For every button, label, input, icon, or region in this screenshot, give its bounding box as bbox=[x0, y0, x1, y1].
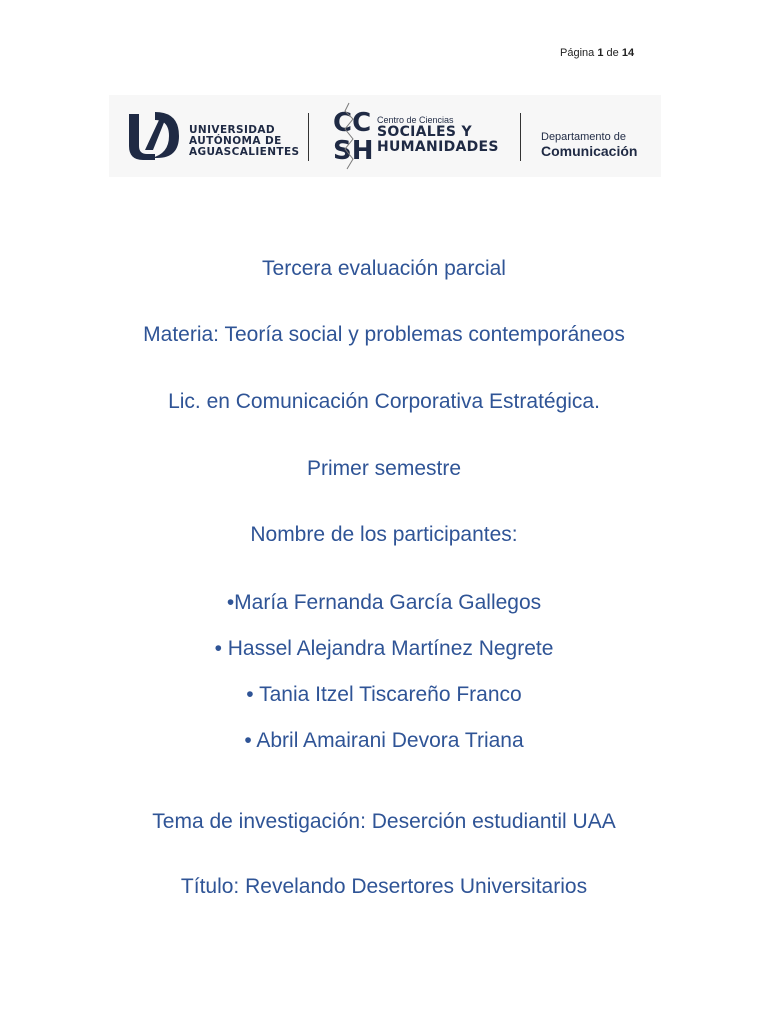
ccsh-logo-icon bbox=[331, 101, 373, 171]
cover-evaluation: Tercera evaluación parcial bbox=[262, 257, 506, 280]
department-wordmark: Departamento de Comunicación bbox=[541, 131, 638, 159]
cover-semester: Primer semestre bbox=[306, 457, 462, 480]
cover-degree: Lic. en Comunicación Corporativa Estratégica. bbox=[168, 390, 600, 413]
page-of: de bbox=[606, 47, 619, 59]
document-title: Título: Revelando Desertores Universitarios bbox=[180, 875, 588, 898]
page-current: 1 bbox=[597, 47, 604, 59]
ccsh-wordmark: Centro de Ciencias SOCIALES Y HUMANIDADES bbox=[377, 115, 499, 155]
institution-logo-band bbox=[109, 95, 661, 177]
research-topic: Tema de investigación: Deserción estudiantil UAA bbox=[152, 810, 616, 833]
participant-name: • Hassel Alejandra Martínez Negrete bbox=[214, 637, 554, 660]
page-label: Página bbox=[560, 47, 595, 59]
uaa-wordmark: UNIVERSIDAD AUTÓNOMA DE AGUASCALIENTES bbox=[189, 124, 300, 158]
uaa-logo-icon bbox=[125, 110, 183, 160]
svg-text:CC: CC bbox=[333, 108, 372, 138]
participants-heading: Nombre de los participantes: bbox=[250, 523, 518, 546]
logo-divider bbox=[308, 113, 309, 161]
page-number bbox=[560, 47, 680, 59]
logo-divider bbox=[520, 113, 521, 161]
participant-name: • Abril Amairani Devora Triana bbox=[244, 729, 524, 752]
participant-name: •María Fernanda García Gallegos bbox=[226, 591, 542, 614]
participant-name: • Tania Itzel Tiscareño Franco bbox=[246, 683, 522, 706]
svg-text:SH: SH bbox=[333, 136, 373, 166]
cover-subject: Materia: Teoría social y problemas contemporáneos bbox=[143, 323, 625, 346]
page-total: 14 bbox=[621, 47, 635, 59]
